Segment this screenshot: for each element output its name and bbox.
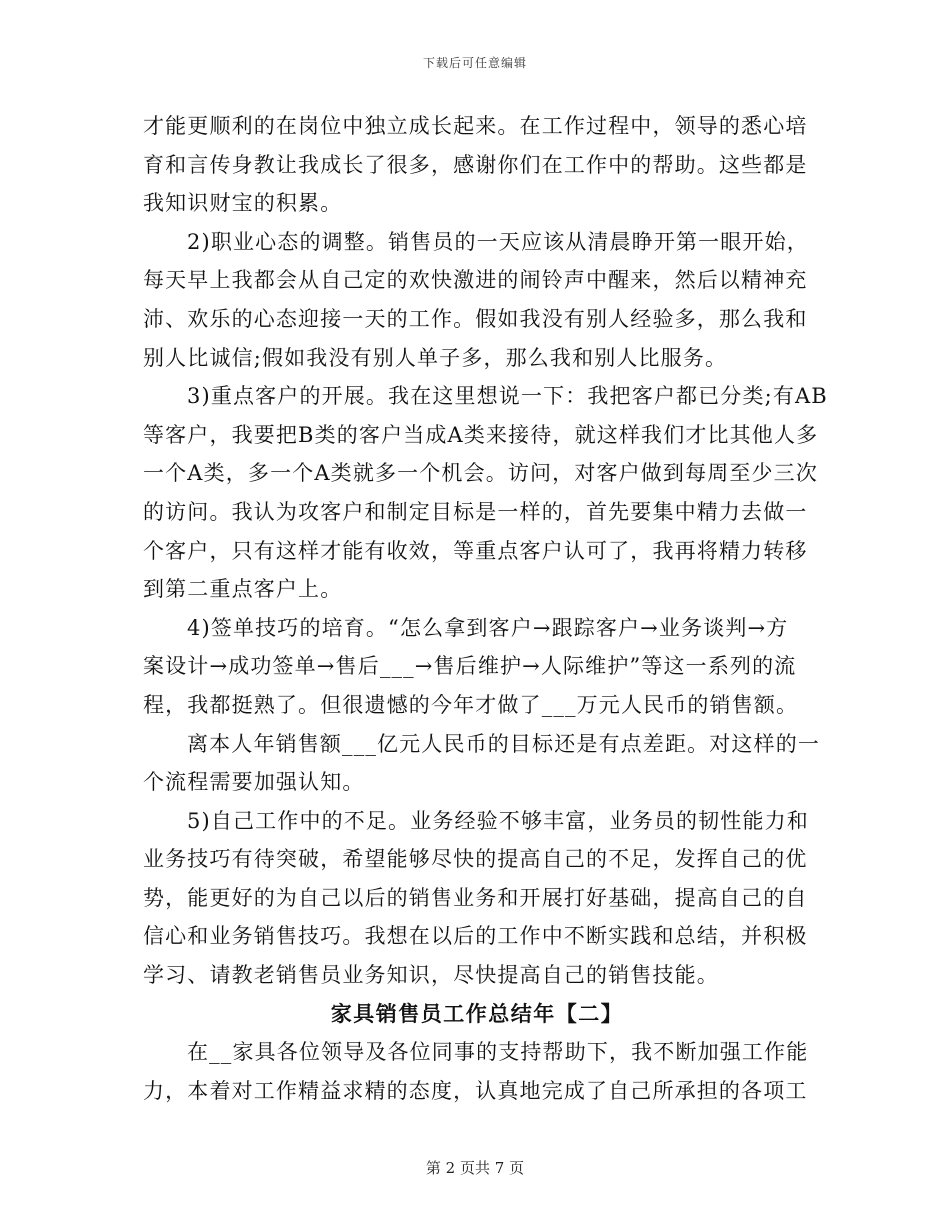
body-line: 在__家具各位领导及各位同事的支持帮助下，我不断加强工作能 <box>187 1040 809 1065</box>
page-number: 第 2 页共 7 页 <box>425 1159 525 1177</box>
body-line: 2)职业心态的调整。销售员的一天应该从清晨睁开第一眼开始， <box>187 229 809 254</box>
document-body <box>143 107 828 1110</box>
body-line: 到第二重点客户上。 <box>143 577 343 602</box>
body-line: 的访问。我认为攻客户和制定目标是一样的，首先要集中精力去做一 <box>143 499 808 524</box>
body-line: 个流程需要加强认知。 <box>143 770 365 795</box>
body-line: 程，我都挺熟了。但很遗憾的今年才做了___万元人民币的销售额。 <box>143 692 799 717</box>
body-line: 个客户，只有这样才能有收效，等重点客户认可了，我再将精力转移 <box>143 538 808 563</box>
body-line: 3)重点客户的开展。我在这里想说一下：我把客户都已分类;有AB <box>187 384 828 409</box>
body-line: 势，能更好的为自己以后的销售业务和开展打好基础，提高自己的自 <box>143 885 808 910</box>
section-heading: 家具销售员工作总结年【二】 <box>330 1000 624 1026</box>
body-line: 4)签单技巧的培育。“怎么拿到客户→跟踪客户→业务谈判→方 <box>187 615 789 640</box>
page-header: 下载后可任意编辑 <box>422 56 527 70</box>
body-line: 信心和业务销售技巧。我想在以后的工作中不断实践和总结，并积极 <box>143 924 808 949</box>
body-line: 业务技巧有待突破，希望能够尽快的提高自己的不足，发挥自己的优 <box>143 847 808 872</box>
body-line: 我知识财宝的积累。 <box>143 191 343 216</box>
body-line: 离本人年销售额___亿元人民币的目标还是有点差距。对这样的一 <box>187 731 820 756</box>
body-line: 学习、请教老销售员业务知识，尽快提高自己的销售技能。 <box>143 963 719 988</box>
body-line: 一个A类，多一个A类就多一个机会。访问，对客户做到每周至少三次 <box>143 461 818 486</box>
body-line: 每天早上我都会从自己定的欢快激进的闹铃声中醒来，然后以精神充 <box>143 268 808 293</box>
body-line: 等客户，我要把B类的客户当成A类来接待，就这样我们才比其他人多 <box>143 422 819 447</box>
body-line: 案设计→成功签单→售后___→售后维护→人际维护”等这一系列的流 <box>143 654 797 679</box>
body-line: 别人比诚信;假如我没有别人单子多，那么我和别人比服务。 <box>143 345 728 370</box>
body-line: 力，本着对工作精益求精的态度，认真地完成了自己所承担的各项工 <box>143 1078 808 1103</box>
body-line: 5)自己工作中的不足。业务经验不够丰富，业务员的韧性能力和 <box>187 808 809 833</box>
body-line: 育和言传身教让我成长了很多，感谢你们在工作中的帮助。这些都是 <box>143 152 808 177</box>
body-line: 才能更顺利的在岗位中独立成长起来。在工作过程中，领导的悉心培 <box>143 114 808 138</box>
body-line: 沛、欢乐的心态迎接一天的工作。假如我没有别人经验多，那么我和 <box>143 306 808 331</box>
